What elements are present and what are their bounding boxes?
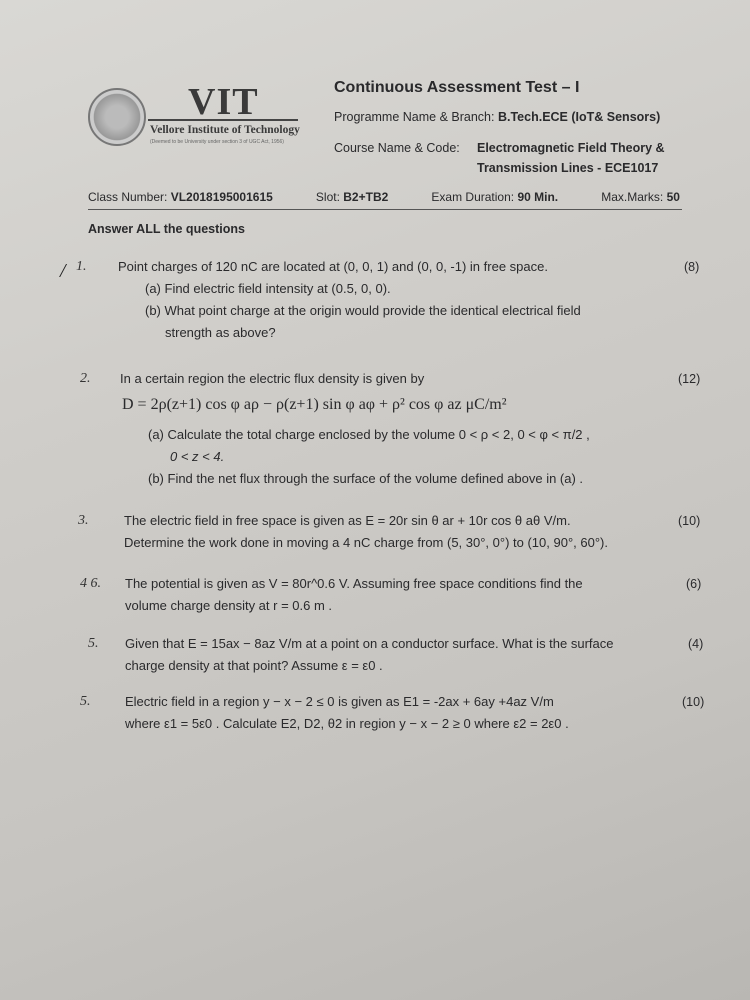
institute-name: Vellore Institute of Technology xyxy=(150,124,300,136)
question-text-1: Given that E = 15ax − 8az V/m at a point on a conductor surface. What is the surface xyxy=(125,636,614,651)
question-marks: (4) xyxy=(688,637,704,651)
question-number: 2. xyxy=(80,371,91,386)
subpart-b: (b) What point charge at the origin would provide the identical electrical field xyxy=(145,303,581,318)
logo-text: VIT xyxy=(188,81,259,123)
logo-rule xyxy=(148,119,298,121)
question-number: 3. xyxy=(78,513,89,528)
subpart-b: (b) Find the net flux through the surface of the volume defined above in (a) . xyxy=(148,471,584,486)
programme-label: Programme Name & Branch: xyxy=(334,110,495,124)
subpart-a: (a) Find electric field intensity at (0.5, 0, 0). xyxy=(145,281,391,296)
vit-seal-icon xyxy=(88,88,146,146)
programme-line xyxy=(334,110,660,124)
question-marks: (12) xyxy=(678,372,701,386)
subpart-a-cont: 0 < z < 4. xyxy=(170,449,225,464)
pen-mark-icon: / xyxy=(60,260,66,282)
question-marks: (10) xyxy=(678,514,701,528)
exam-meta xyxy=(88,190,680,204)
max-marks: Max.Marks: 50 xyxy=(601,190,680,204)
course-value-2: Transmission Lines - ECE1017 xyxy=(477,161,659,175)
header-divider xyxy=(88,209,682,210)
class-number: Class Number: VL2018195001615 xyxy=(88,190,273,204)
programme-value: B.Tech.ECE (IoT& Sensors) xyxy=(497,110,661,124)
question-marks: (6) xyxy=(686,577,702,591)
question-number: 5. xyxy=(80,694,91,709)
question-text-2: where ε1 = 5ε0 . Calculate E2, D2, θ2 in region y − x − 2 ≥ 0 where ε2 = 2ε0 . xyxy=(125,716,569,731)
subpart-a: (a) Calculate the total charge enclosed by the volume 0 < ρ < 2, 0 < φ < π/2 , xyxy=(148,427,590,442)
institute-sub: (Deemed to be University under section 3 of UGC Act, 1956) xyxy=(150,139,284,145)
subpart-b-cont: strength as above? xyxy=(165,325,276,340)
question-text-1: Electric field in a region y − x − 2 ≤ 0 is given as E1 = -2ax + 6ay +4az V/m xyxy=(125,694,554,709)
question-text-2: Determine the work done in moving a 4 nC charge from (5, 30°, 0°) to (10, 90°, 60°). xyxy=(124,535,608,550)
page-title: Continuous Assessment Test – I xyxy=(334,79,580,96)
vit-logo xyxy=(88,80,318,160)
question-number: 5. xyxy=(88,636,99,651)
course-value-1: Electromagnetic Field Theory & xyxy=(477,141,665,155)
question-number: 4 6. xyxy=(80,576,101,591)
instructions: Answer ALL the questions xyxy=(88,222,245,236)
question-text-1: The potential is given as V = 80r^0.6 V. Assuming free space conditions find the xyxy=(125,576,583,591)
question-text: In a certain region the electric flux density is given by xyxy=(120,371,425,386)
slot: Slot: B2+TB2 xyxy=(315,190,389,204)
question-marks: (8) xyxy=(684,260,700,274)
question-text-2: volume charge density at r = 0.6 m . xyxy=(125,598,333,613)
question-number: 1. xyxy=(76,259,87,274)
question-text-2: charge density at that point? Assume ε = ε0 . xyxy=(125,658,383,673)
question-marks: (10) xyxy=(682,695,705,709)
course-label: Course Name & Code: xyxy=(334,141,460,155)
question-text-1: The electric field in free space is given as E = 20r sin θ ar + 10r cos θ aθ V/m. xyxy=(124,513,571,528)
question-text: Point charges of 120 nC are located at (0, 0, 1) and (0, 0, -1) in free space. xyxy=(118,259,548,274)
flux-density-equation: D = 2ρ(z+1) cos φ aρ − ρ(z+1) sin φ aφ + ρ² cos φ az μC/m² xyxy=(122,396,507,413)
exam-duration: Exam Duration: 90 Min. xyxy=(431,190,559,204)
